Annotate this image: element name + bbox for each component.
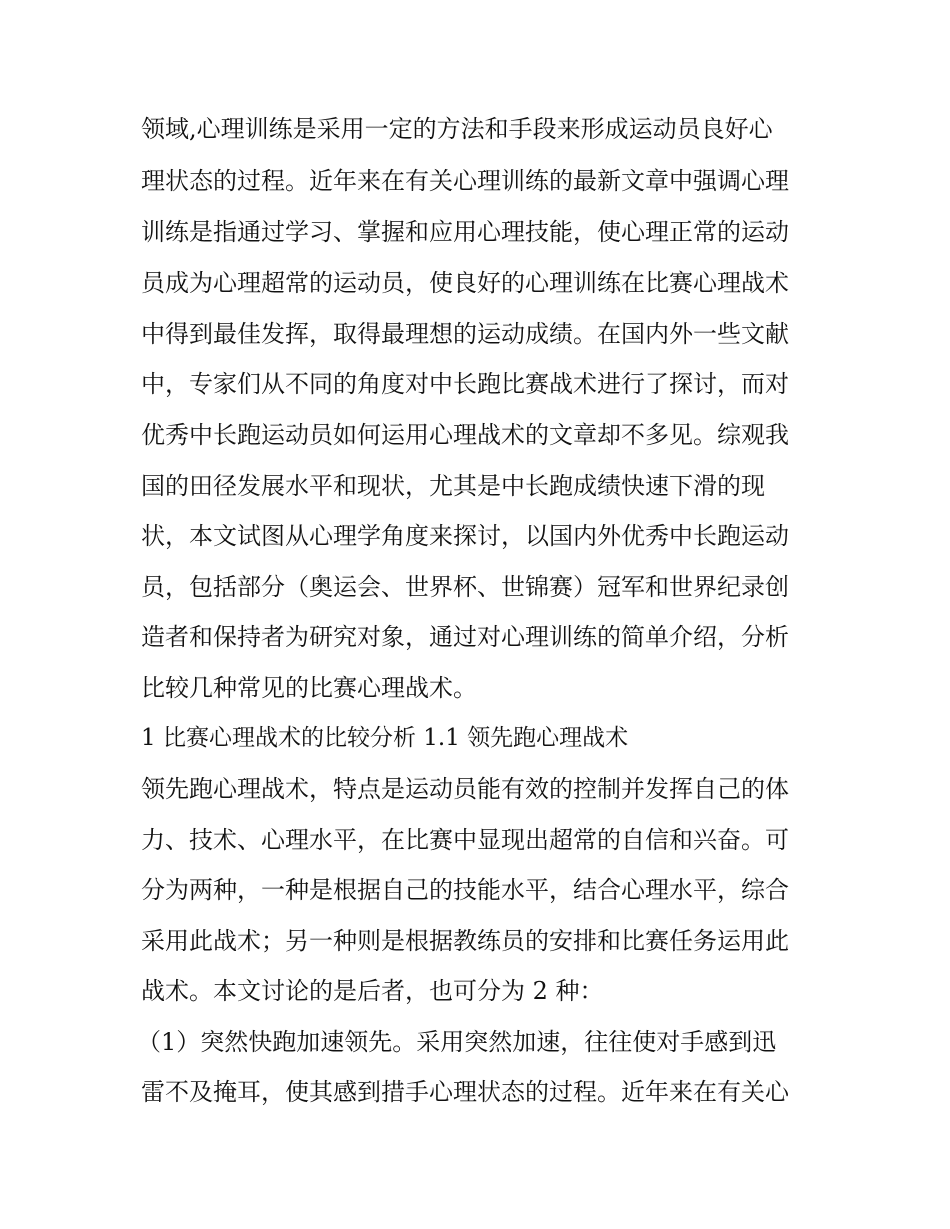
text-line: 优秀中长跑运动员如何运用心理战术的文章却不多见。综观我: [141, 421, 789, 449]
text-line: 员成为心理超常的运动员，使良好的心理训练在比赛心理战术: [141, 269, 789, 297]
text-line: 采用此战术；另一种则是根据教练员的安排和比赛任务运用此: [141, 927, 789, 955]
text-line: 造者和保持者为研究对象，通过对心理训练的简单介绍，分析: [141, 623, 789, 651]
text-line: （1）突然快跑加速领先。采用突然加速，往往使对手感到迅: [137, 1028, 777, 1056]
text-line: 领先跑心理战术，特点是运动员能有效的控制并发挥自己的体: [141, 775, 789, 803]
text-line: 状，本文试图从心理学角度来探讨，以国内外优秀中长跑运动: [141, 522, 789, 550]
text-line: 雷不及掩耳，使其感到措手心理状态的过程。近年来在有关心: [141, 1078, 789, 1106]
text-line: 理状态的过程。近年来在有关心理训练的最新文章中强调心理: [141, 167, 789, 195]
text-line: 中，专家们从不同的角度对中长跑比赛战术进行了探讨，而对: [141, 370, 789, 398]
text-line: 国的田径发展水平和现状，尤其是中长跑成绩快速下滑的现: [141, 472, 765, 500]
text-line: 训练是指通过学习、掌握和应用心理技能，使心理正常的运动: [141, 218, 789, 246]
section-heading: 1 比赛心理战术的比较分析 1.1 领先跑心理战术: [141, 725, 629, 751]
text-line: 比较几种常见的比赛心理战术。: [141, 674, 477, 702]
text-line: 分为两种，一种是根据自己的技能水平，结合心理水平，综合: [141, 876, 789, 904]
text-line: 领域,心理训练是采用一定的方法和手段来形成运动员良好心: [141, 115, 773, 143]
text-line: 员，包括部分（奥运会、世界杯、世锦赛）冠军和世界纪录创: [141, 573, 789, 601]
text-line: 中得到最佳发挥，取得最理想的运动成绩。在国内外一些文献: [141, 320, 789, 348]
text-line: 战术。本文讨论的是后者，也可分为 2 种：: [141, 977, 604, 1005]
text-line: 力、技术、心理水平，在比赛中显现出超常的自信和兴奋。可: [141, 826, 789, 854]
